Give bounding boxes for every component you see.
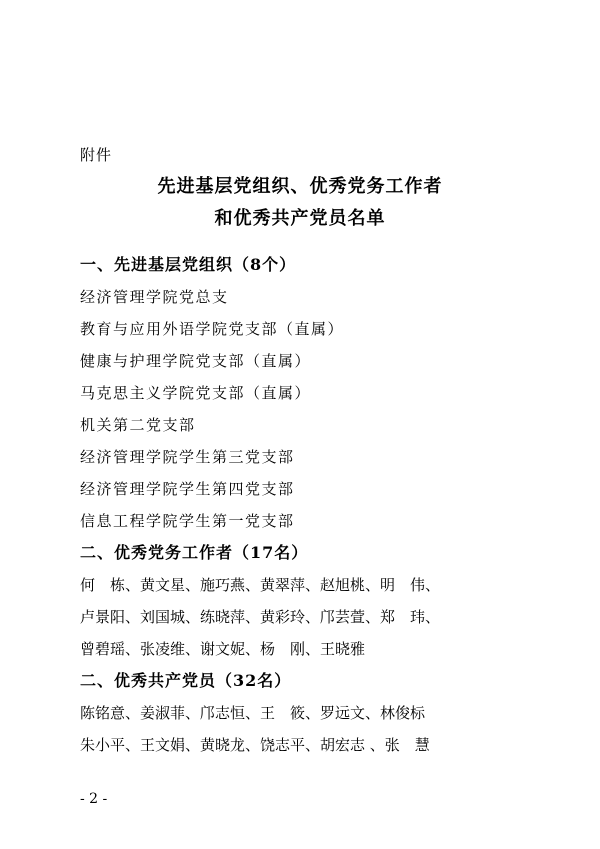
party-member-names-row: 陈铭意、姜淑菲、邝志恒、王 筱、罗远文、林俊标 xyxy=(80,704,426,722)
page-number: - 2 - xyxy=(80,791,108,807)
section-heading-party-members: 二、优秀共产党员（32名） xyxy=(80,671,292,690)
document-body xyxy=(80,249,520,761)
organization-item: 机关第二党支部 xyxy=(80,416,196,434)
organization-item: 经济管理学院党总支 xyxy=(80,288,229,306)
document-title-line-1: 先进基层党组织、优秀党务工作者 xyxy=(157,176,443,197)
document-title-line-2: 和优秀共产党员名单 xyxy=(214,208,386,229)
organization-item: 经济管理学院学生第三党支部 xyxy=(80,448,295,466)
organization-item: 经济管理学院学生第四党支部 xyxy=(80,480,295,498)
organization-item: 信息工程学院学生第一党支部 xyxy=(80,512,295,530)
section-heading-party-workers: 二、优秀党务工作者（17名） xyxy=(80,543,309,562)
party-worker-names-row: 卢景阳、刘国城、练晓萍、黄彩玲、邝芸萱、郑 玮、 xyxy=(80,608,441,626)
organization-item: 马克思主义学院党支部（直属） xyxy=(80,384,312,402)
organization-item: 健康与护理学院党支部（直属） xyxy=(80,352,312,370)
party-worker-names-row: 曾碧瑶、张凌维、谢文妮、杨 刚、王晓雅 xyxy=(80,640,366,658)
attachment-label: 附件 xyxy=(80,146,113,164)
party-worker-names-row: 何 栋、黄文星、施巧燕、黄翠萍、赵旭桃、明 伟、 xyxy=(80,576,441,594)
section-heading-organizations: 一、先进基层党组织（8个） xyxy=(80,255,297,274)
organization-item: 教育与应用外语学院党支部（直属） xyxy=(80,320,345,338)
party-member-names-row: 朱小平、王文娟、黄晓龙、饶志平、胡宏志 、张 慧 xyxy=(80,736,430,754)
